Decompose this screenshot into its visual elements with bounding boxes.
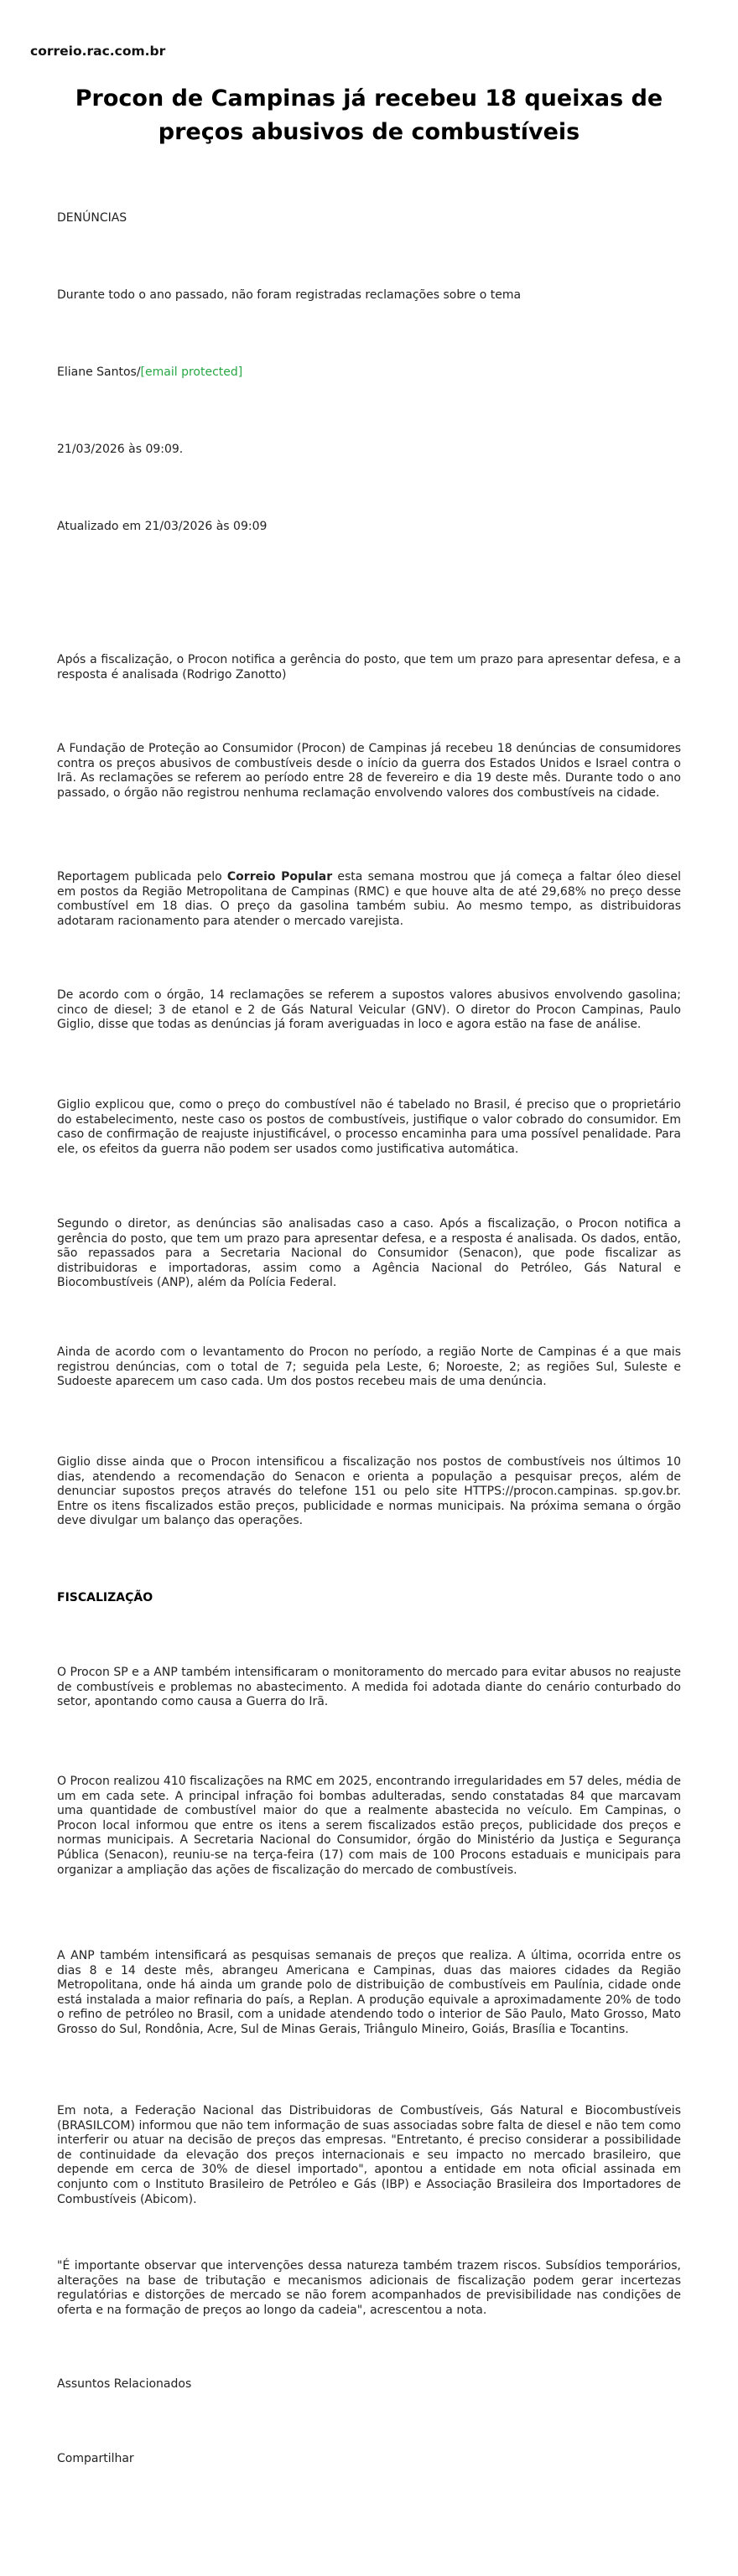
related-topics-label[interactable]: Assuntos Relacionados (57, 2377, 192, 2391)
photo-caption: Após a fiscalização, o Procon notifica a gerência do posto, que tem um prazo para apresentar defesa, e a resposta é analisada (Rodrigo Zanotto) (57, 653, 681, 682)
paragraph-5: Segundo o diretor, as denúncias são analisadas caso a caso. Após a fiscalização, o Procon notifica a gerência do posto, que tem um prazo para apresentar defesa, e a resposta é analisada. Os dados, então, são repassados para a Secretaria Nacional do Consumidor (Senacon), que pode fiscalizar as distribuidoras e importadoras, assim como a Agência Nacional do Petróleo, Gás Natural e Biocombustíveis (ANP), além da Polícia Federal. (57, 1217, 681, 1290)
category-label: DENÚNCIAS (57, 211, 127, 225)
site-domain[interactable]: correio.rac.com.br (30, 44, 166, 59)
author-email-link[interactable]: [email protected] (140, 365, 243, 379)
paragraph-8: O Procon SP e a ANP também intensificaram o monitoramento do mercado para evitar abusos no reajuste de combustíveis e problemas no abastecimento. A medida foi adotada diante do cenário conturbado do setor, apontando como causa a Guerra do Irã. (57, 1666, 681, 1709)
paragraph-9: O Procon realizou 410 fiscalizações na RMC em 2025, encontrando irregularidades em 57 deles, média de um em cada sete. A principal infração foi bombas adulteradas, sendo constatadas 84 que marcavam uma quantidade de combustível maior do que a realmente abastecida no veículo. Em Campinas, o Procon local informou que entre os itens a serem fiscalizados estão preços, publicidade dos preços e normas municipais. A Secretaria Nacional do Consumidor, órgão do Ministério da Justiça e Segurança Pública (Senacon), reuniu-se na terça-feira (17) com mais de 100 Procons estaduais e municipais para organizar a ampliação das ações de fiscalização do mercado de combustíveis. (57, 1775, 681, 1877)
author-name: Eliane Santos/ (57, 365, 141, 379)
byline (57, 365, 681, 380)
paragraph-2-rest: esta semana mostrou que já começa a faltar óleo diesel em postos da Região Metropolitana de Campinas (RMC) e que houve alta de até 29,68% no preço desse combustível em 18 dias. O preço da gasolina também subiu. Ao mesmo tempo, as distribuidoras adotaram racionamento para atender o mercado varejista. (57, 870, 681, 928)
headline: Procon de Campinas já recebeu 18 queixas de preços abusivos de combustíveis (75, 86, 663, 145)
paragraph-6: Ainda de acordo com o levantamento do Procon no período, a região Norte de Campinas é a que mais registrou denúncias, com o total de 7; seguida pela Leste, 6; Noroeste, 2; as regiões Sul, Suleste e Sudoeste aparecem um caso cada. Um dos postos recebeu mais de uma denúncia. (57, 1345, 681, 1389)
section-heading: FISCALIZAÇÃO (57, 1591, 153, 1604)
paragraph-10: A ANP também intensificará as pesquisas semanais de preços que realiza. A última, ocorrida entre os dias 8 e 14 deste mês, abrangeu Americana e Campinas, duas das maiores cidades da Região Metropolitana, onde há ainda um grande polo de distribuição de combustíveis em Paulínia, cidade onde está instalada a maior refinaria do país, a Replan. A produção equivale a aproximadamente 20% de todo o refino de petróleo no Brasil, com a unidade atendendo todo o interior de São Paulo, Mato Grosso, Mato Grosso do Sul, Rondônia, Acre, Sul de Minas Gerais, Triângulo Mineiro, Goiás, Brasília e Tocantins. (57, 1949, 681, 2036)
paragraph-3: De acordo com o órgão, 14 reclamações se referem a supostos valores abusivos envolvendo gasolina; cinco de diesel; 3 de etanol e 2 de Gás Natural Veicular (GNV). O diretor do Procon Campinas, Paulo Giglio, disse que todas as denúncias já foram averiguadas in loco e agora estão na fase de análise. (57, 988, 681, 1032)
paragraph-7: Giglio disse ainda que o Procon intensificou a fiscalização nos postos de combustíveis nos últimos 10 dias, atendendo a recomendação do Senacon e orienta a população a pesquisar preços, além de denunciar supostos preços através do telefone 151 ou pelo site HTTPS://procon.campinas. sp.gov.br. Entre os itens fiscalizados estão preços, publicidade e normas municipais. Na próxima semana o órgão deve divulgar um balanço das operações. (57, 1455, 681, 1528)
paragraph-1: A Fundação de Proteção ao Consumidor (Procon) de Campinas já recebeu 18 denúncias de consumidores contra os preços abusivos de combustíveis desde o início da guerra dos Estados Unidos e Israel contra o Irã. As reclamações se referem ao período entre 28 de fevereiro e dia 19 deste mês. Durante todo o ano passado, o órgão não registrou nenhuma reclamação envolvendo valores dos combustíveis na cidade. (57, 742, 681, 800)
paragraph-2-lead: Reportagem publicada pelo (57, 870, 227, 884)
updated-date: Atualizado em 21/03/2026 às 09:09 (57, 520, 268, 533)
article-subtitle: Durante todo o ano passado, não foram registradas reclamações sobre o tema (57, 288, 522, 302)
paragraph-2 (57, 870, 681, 929)
newspaper-name: Correio Popular (226, 870, 333, 884)
published-date: 21/03/2026 às 09:09. (57, 443, 184, 456)
paragraph-4: Giglio explicou que, como o preço do combustível não é tabelado no Brasil, é preciso que o proprietário do estabelecimento, neste caso os postos de combustíveis, justifique o valor cobrado do consumidor. Em caso de confirmação de reajuste injustificável, o processo encaminha para uma possível penalidade. Para ele, os efeitos da guerra não podem ser usados como justificativa automática. (57, 1098, 681, 1156)
paragraph-12: "É importante observar que intervenções dessa natureza também trazem riscos. Subsídios temporários, alterações na base de tributação e mecanismos adicionais de fiscalização podem gerar incertezas regulatórias e distorções de mercado se não forem acompanhados de previsibilidade nas condições de oferta e na formação de preços ao longo da cadeia", acrescentou a nota. (57, 2259, 681, 2317)
paragraph-11: Em nota, a Federação Nacional das Distribuidoras de Combustíveis, Gás Natural e Biocombustíveis (BRASILCOM) informou que não tem informação de suas associadas sobre falta de diesel e não tem como interferir ou atuar na decisão de preços das empresas. "Entretanto, é preciso considerar a possibilidade de continuidade da elevação dos preços internacionais e seu impacto no mercado brasileiro, que depende em cerca de 30% de diesel importado", apontou a entidade em nota oficial assinada em conjunto com o Instituto Brasileiro de Petróleo e Gás (IBP) e Associação Brasileira dos Importadores de Combustíveis (Abicom). (57, 2104, 681, 2206)
share-label[interactable]: Compartilhar (57, 2452, 134, 2465)
